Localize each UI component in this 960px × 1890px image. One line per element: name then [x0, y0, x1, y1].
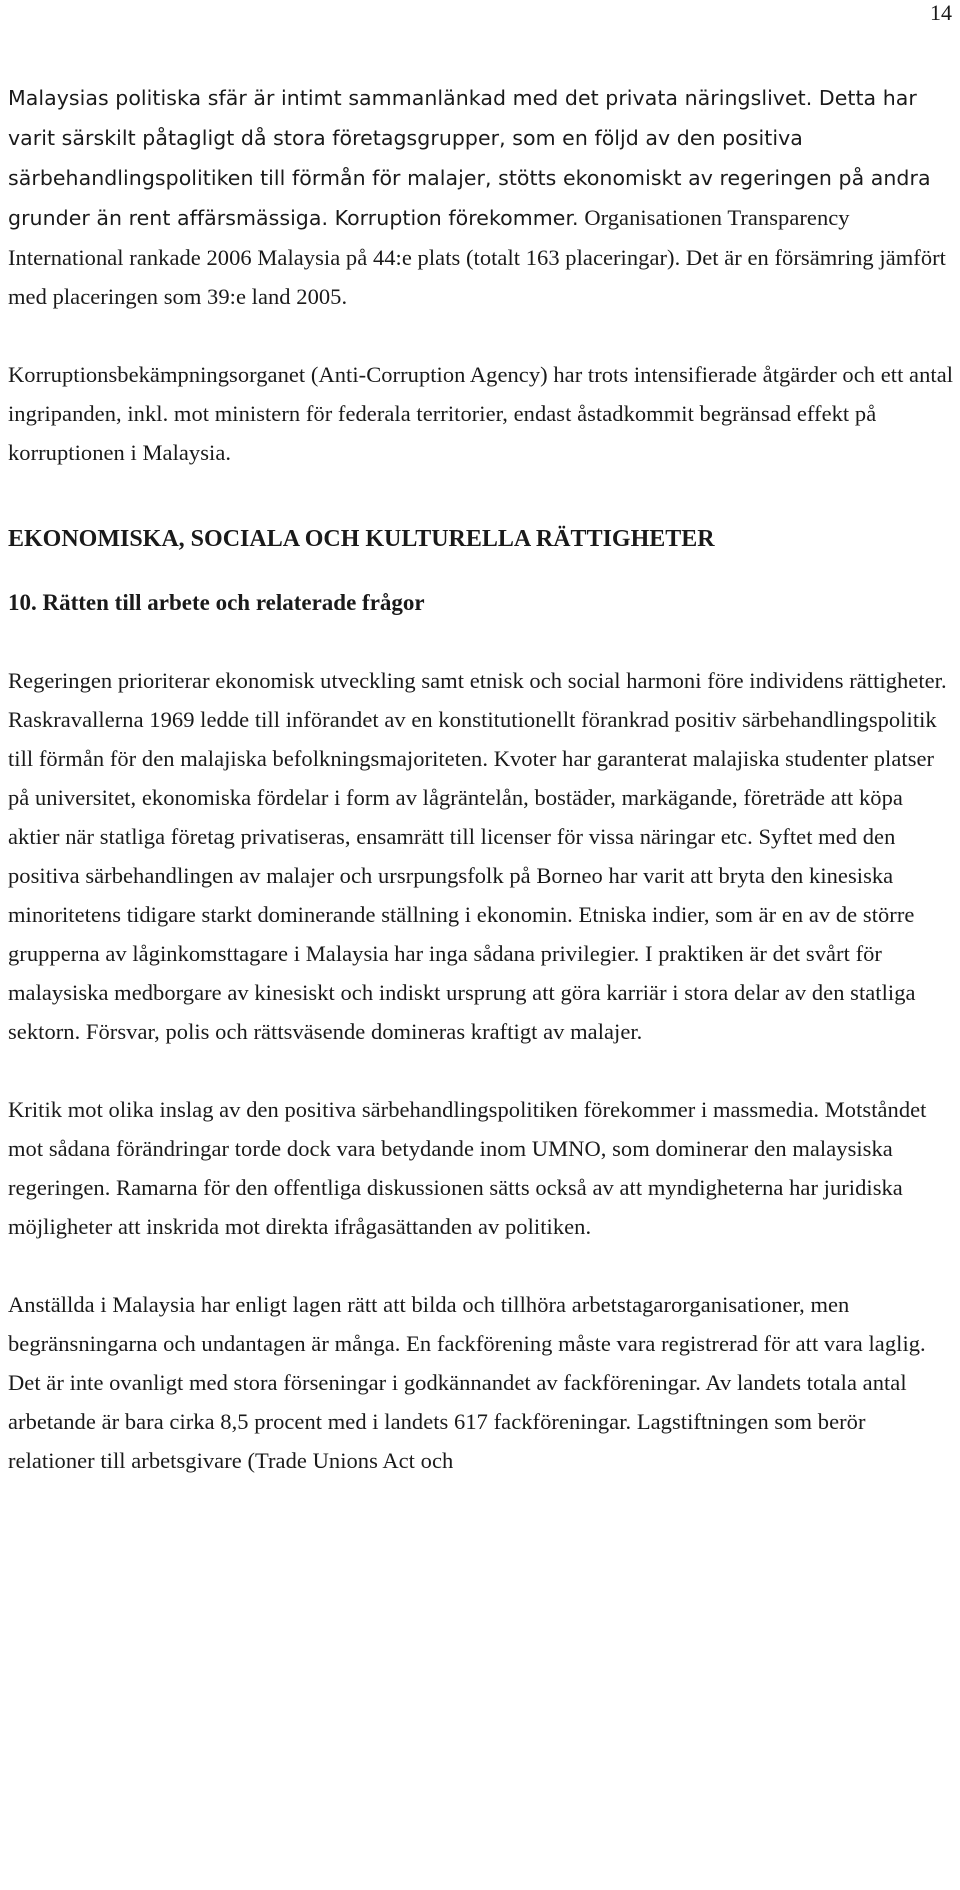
paragraph-corruption-rest: Organisationen Transparency International rankade 2006 Malaysia på 44:e plats (totalt 163 placeringar). Det är en försämring jämfört med placeringen som 39:e land 2005.: [8, 205, 946, 309]
paragraph-trade-unions: Anställda i Malaysia har enligt lagen rätt att bilda och tillhöra arbetstagarorganisationer, men begränsningarna och undantagen är många. En fackförening måste vara registrerad för att vara laglig. Det är inte ovanligt med stora förseningar i godkännandet av fackföreningar. Av landets totala antal arbetande är bara cirka 8,5 procent med i landets 617 fackföreningar. Lagstiftningen som berör relationer till arbetsgivare (Trade Unions Act och: [8, 1292, 926, 1473]
section-heading: EKONOMISKA, SOCIALA OCH KULTURELLA RÄTTIGHETER: [8, 526, 715, 552]
paragraph-corruption: [8, 78, 956, 316]
paragraph-economic-priorities: Regeringen prioriterar ekonomisk utveckling samt etnisk och social harmoni före individens rättigheter. Raskravallerna 1969 ledde till införandet av en konstitutionellt förankrad positiv särbehandlingspolitik till förmån för den malajiska befolkningsmajoriteten. Kvoter har garanterat malajiska studenter platser på universitet, ekonomiska fördelar i form av lågräntelån, bostäder, markägande, företräde att köpa aktier när statliga företag privatiseras, ensamrätt till licenser för vissa näringar etc. Syftet med den positiva särbehandlingen av malajer och ursrpungsfolk på Borneo har varit att bryta den kinesiska minoritetens tidigare starkt dominerande ställning i ekonomin. Etniska indier, som är en av de större grupperna av låginkomsttagare i Malaysia har inga sådana privilegier. I praktiken är det svårt för malaysiska medborgare av kinesiskt och indiskt ursprung att göra karriär i stora delar av den statliga sektorn. Försvar, polis och rättsväsende domineras kraftigt av malajer.: [8, 668, 947, 1044]
document-body: [8, 78, 956, 1480]
paragraph-anti-corruption-agency: Korruptionsbekämpningsorganet (Anti-Corruption Agency) har trots intensifierade åtgärder och ett antal ingripanden, inkl. mot ministern för federala territorier, endast åstadkommit begränsad effekt på korruptionen i Malaysia.: [8, 362, 954, 465]
paragraph-criticism: Kritik mot olika inslag av den positiva särbehandlingspolitiken förekommer i massmedia. Motståndet mot sådana förändringar torde dock vara betydande inom UMNO, som dominerar den malaysiska regeringen. Ramarna för den offentliga diskussionen sätts också av att myndigheterna har juridiska möjligheter att inskrida mot direkta ifrågasättanden av politiken.: [8, 1097, 927, 1239]
paragraph-corruption-lead: Malaysias politiska sfär är intimt sammanlänkad med det privata näringslivet. Detta har varit särskilt påtagligt då stora företagsgrupper, som en följd av den positiva särbehandlingspolitiken till förmån för malajer, stötts ekonomiskt av regeringen på andra grunder än rent affärsmässiga. Korruption förekommer.: [8, 86, 931, 230]
page-number: 14: [930, 0, 952, 25]
subsection-heading: 10. Rätten till arbete och relaterade frågor: [8, 590, 425, 615]
